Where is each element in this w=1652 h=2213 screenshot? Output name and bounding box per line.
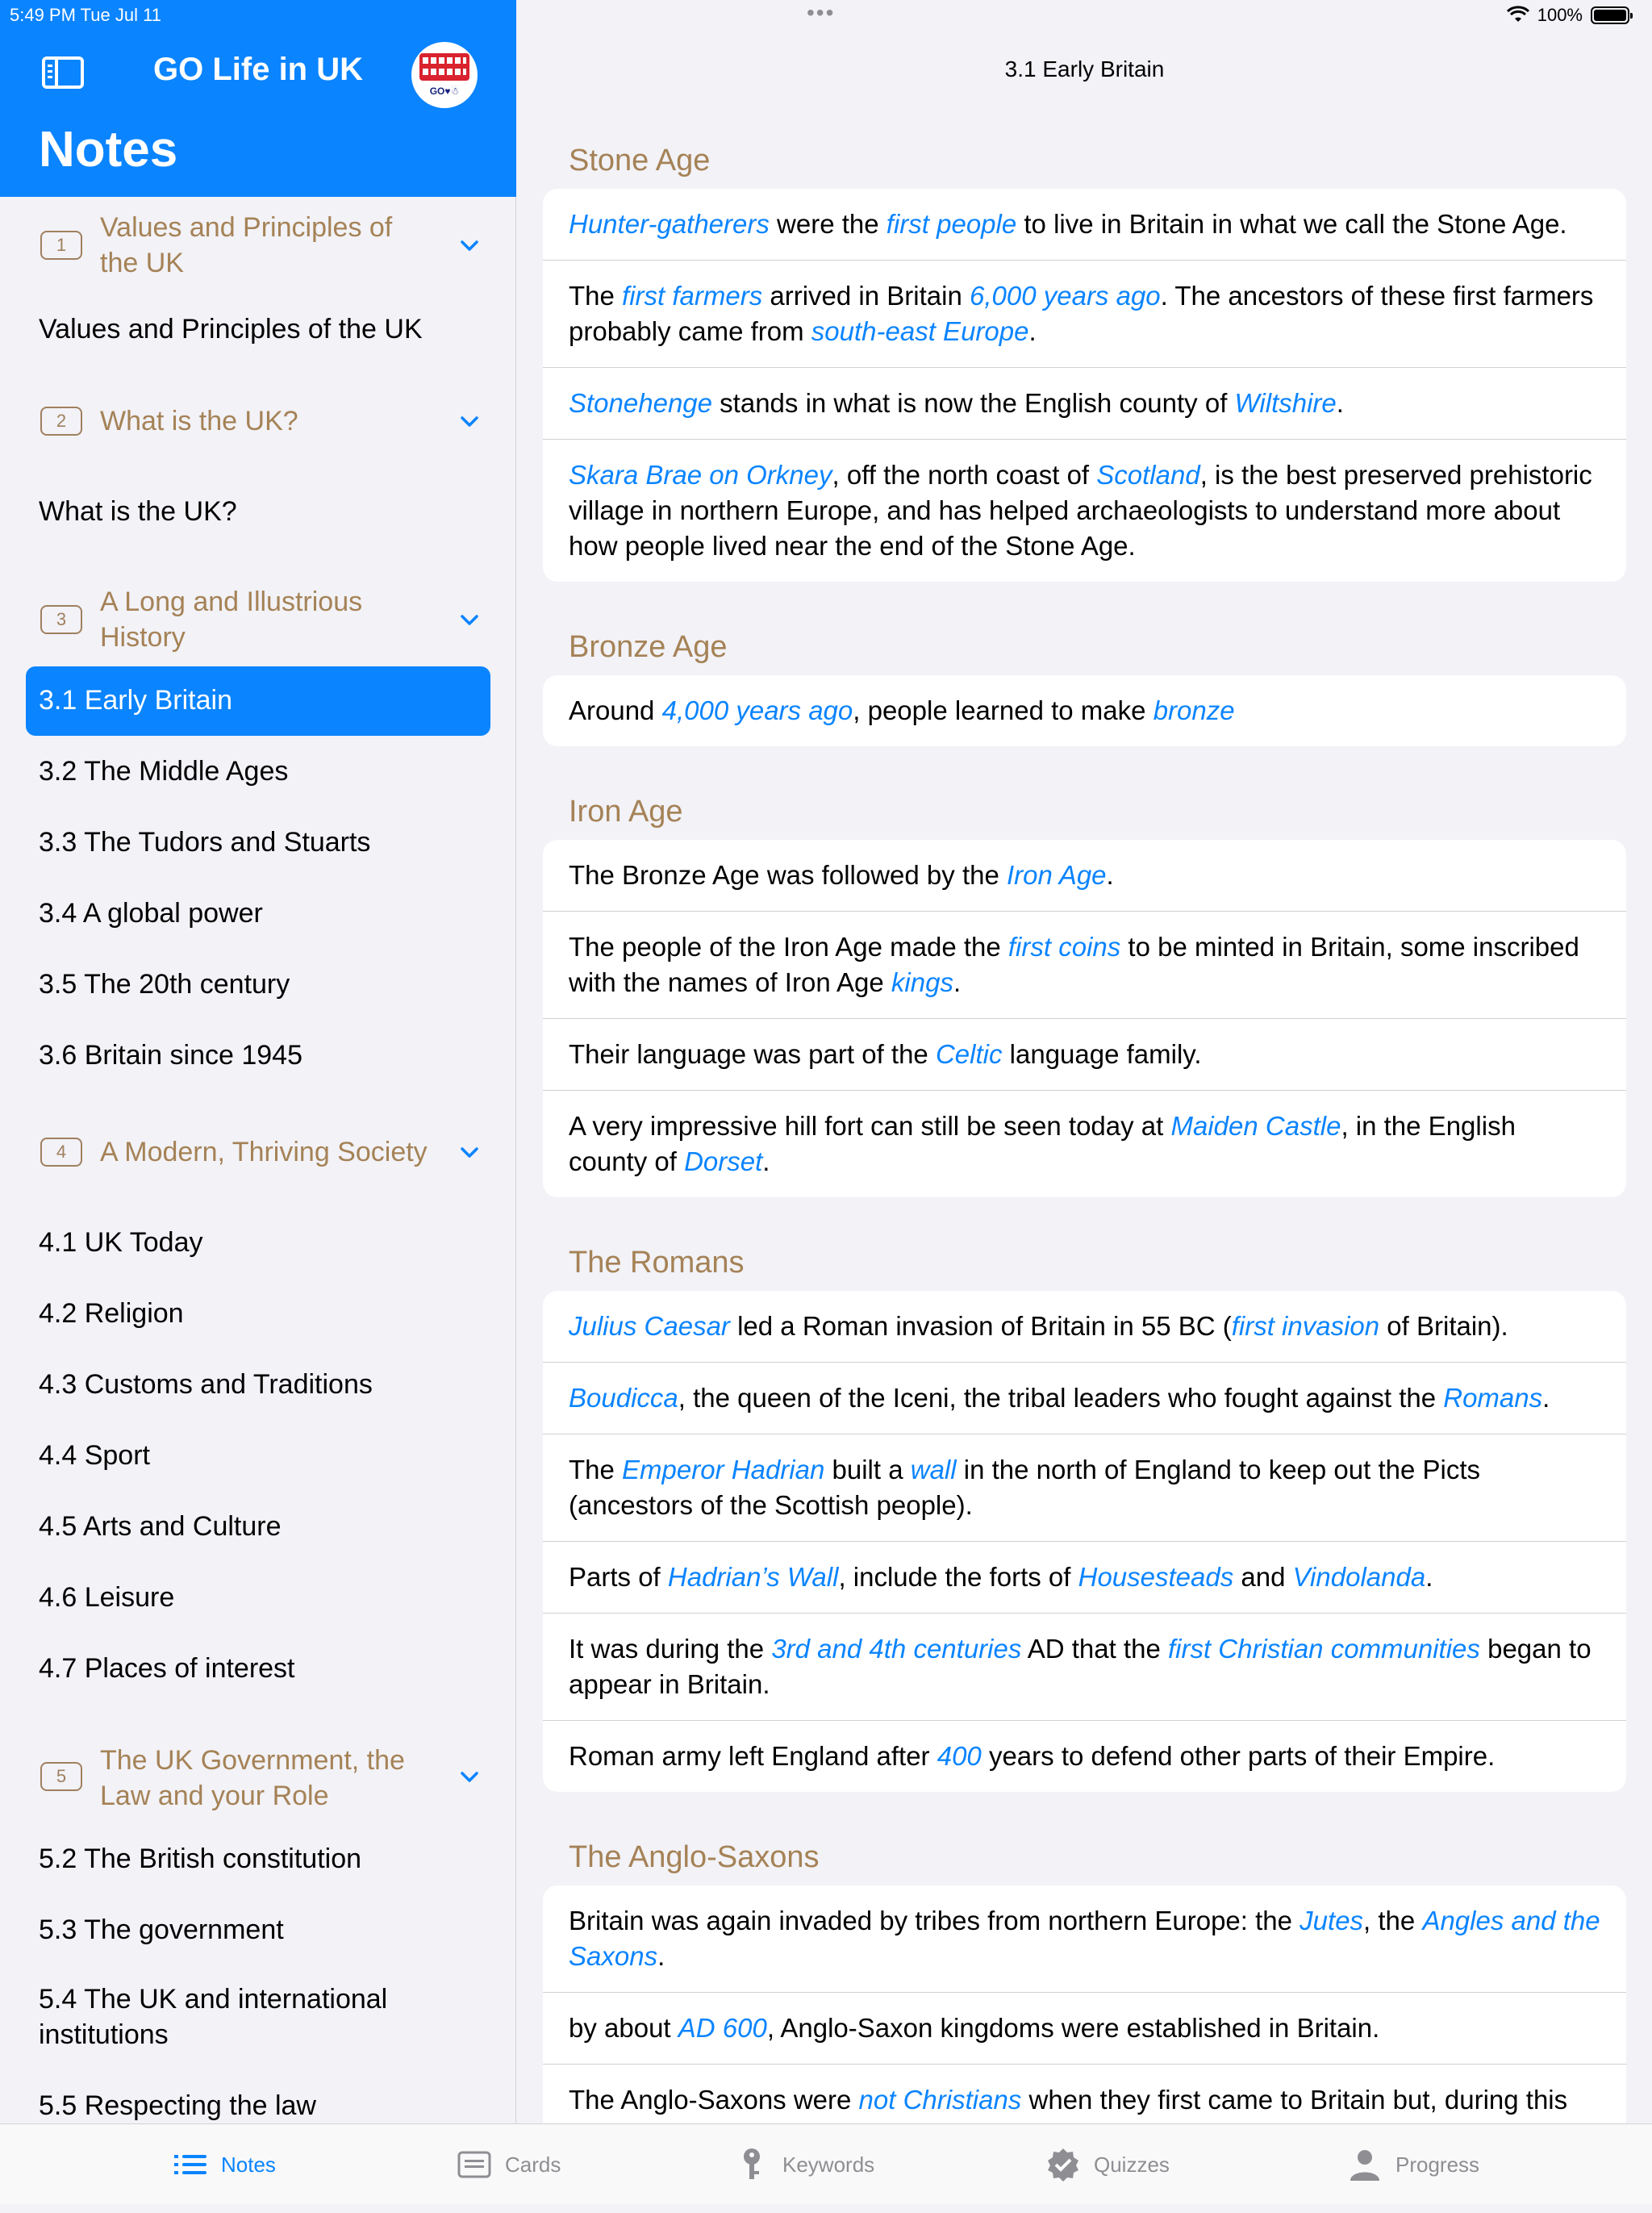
sidebar-item[interactable]: 5.2 The British constitution: [39, 1843, 362, 1874]
keyword-link[interactable]: Maiden Castle: [1170, 1111, 1341, 1141]
note-row[interactable]: [543, 840, 1626, 912]
note-text: .: [762, 1146, 770, 1176]
sidebar-item[interactable]: 4.1 UK Today: [39, 1227, 203, 1258]
keyword-link[interactable]: Vindolanda: [1292, 1562, 1426, 1592]
sidebar-item[interactable]: 4.6 Leisure: [39, 1582, 175, 1613]
note-text: language family.: [1002, 1039, 1202, 1069]
keyword-link[interactable]: Angles and the Saxons: [569, 1906, 1600, 1971]
keyword-link[interactable]: first farmers: [622, 281, 763, 311]
tab-bar: [0, 2123, 1652, 2204]
note-text: It was during the: [569, 1634, 772, 1664]
note-text: Around: [569, 695, 662, 725]
note-row[interactable]: [543, 675, 1626, 746]
note-text: when they first came to Britain but, during this: [1028, 2085, 1568, 2115]
note-text: began to appear in Britain.: [569, 1634, 1592, 1699]
sidebar-item[interactable]: 4.3 Customs and Traditions: [39, 1369, 373, 1400]
section-number: 2: [40, 407, 82, 436]
sidebar-item[interactable]: 3.2 The Middle Ages: [39, 756, 289, 787]
note-row[interactable]: [543, 1434, 1626, 1542]
wifi-icon: [1507, 7, 1529, 23]
note-text: Parts of: [569, 1562, 668, 1592]
keyword-link[interactable]: Housesteads: [1078, 1562, 1234, 1592]
note-text: .: [1425, 1562, 1433, 1592]
note-text: .: [1028, 316, 1037, 346]
section-number: 3: [40, 605, 82, 634]
chevron-down-icon[interactable]: [458, 1141, 481, 1163]
note-text: The: [569, 281, 623, 311]
sidebar-toggle-icon[interactable]: [42, 56, 84, 89]
note-text: .: [953, 967, 962, 997]
sidebar-item[interactable]: 4.7 Places of interest: [39, 1653, 295, 1684]
section-number: 5: [40, 1762, 82, 1791]
logo-text: GO♥☃: [429, 86, 460, 97]
note-text: Their language was part of the: [569, 1039, 936, 1069]
section-header-1[interactable]: [0, 197, 516, 294]
keyword-link[interactable]: 3rd and 4th centuries: [771, 1634, 1022, 1664]
list-icon: [173, 2147, 208, 2182]
section-group-title: The Romans: [569, 1246, 745, 1280]
note-text: , people learned to make: [853, 695, 1153, 725]
section-number: 1: [40, 231, 82, 260]
sidebar-item[interactable]: 5.4 The UK and international institutions: [39, 1984, 388, 2050]
keyword-link[interactable]: Skara Brae on Orkney: [569, 460, 832, 490]
notes-content: [543, 137, 1626, 2213]
chevron-down-icon[interactable]: [458, 1765, 481, 1788]
sidebar-item[interactable]: 5.5 Respecting the law: [39, 2090, 316, 2121]
note-text: of Britain).: [1379, 1311, 1508, 1341]
note-text: , the queen of the Iceni, the tribal leaders who fought against the: [678, 1383, 1444, 1413]
note-text: . The ancestors of these first farmers probably came from: [569, 281, 1594, 346]
key-icon: [734, 2147, 770, 2182]
note-text: to be minted in Britain, some inscribed with the names of Iron Age: [569, 932, 1579, 997]
status-indicators: [1507, 5, 1629, 26]
battery-percent: 100%: [1537, 5, 1583, 25]
person-icon: [1347, 2147, 1383, 2182]
app-logo: [411, 42, 478, 108]
sidebar-item[interactable]: 4.4 Sport: [39, 1440, 150, 1471]
keyword-link[interactable]: not Christians: [858, 2085, 1022, 2115]
section-group-title: Iron Age: [569, 795, 683, 829]
note-text: , the: [1363, 1906, 1423, 1935]
keyword-link[interactable]: Scotland: [1096, 460, 1200, 490]
keyword-link[interactable]: first people: [886, 209, 1017, 239]
status-time: 5:49 PM Tue Jul 11: [10, 5, 161, 25]
note-row[interactable]: [543, 1993, 1626, 2065]
keyword-link[interactable]: Jutes: [1299, 1906, 1364, 1935]
notes-card: [543, 675, 1626, 746]
note-text: .: [1336, 388, 1344, 418]
keyword-link[interactable]: wall: [910, 1455, 957, 1484]
keyword-link[interactable]: Boudicca: [569, 1383, 678, 1413]
tab-keywords[interactable]: [734, 2124, 874, 2205]
sidebar-item[interactable]: 3.3 The Tudors and Stuarts: [39, 827, 371, 858]
note-text: The people of the Iron Age made the: [569, 932, 1008, 962]
keyword-link[interactable]: first coins: [1007, 932, 1121, 962]
sidebar-item[interactable]: 4.5 Arts and Culture: [39, 1511, 282, 1542]
note-text: The: [569, 1455, 623, 1484]
note-row[interactable]: [543, 1885, 1626, 1993]
keyword-link[interactable]: Hadrian’s Wall: [667, 1562, 839, 1592]
tab-label: Progress: [1395, 2152, 1480, 2177]
section-header-4[interactable]: [0, 1091, 516, 1207]
tab-cards[interactable]: [457, 2124, 561, 2205]
note-row[interactable]: [543, 1363, 1626, 1434]
keyword-link[interactable]: Dorset: [684, 1146, 763, 1176]
section-header-3[interactable]: [0, 547, 516, 665]
sidebar-item[interactable]: 3.4 A global power: [39, 898, 263, 929]
note-text: The Bronze Age was followed by the: [569, 860, 1007, 890]
tab-label: Keywords: [782, 2152, 875, 2177]
checkmark-seal-icon: [1045, 2147, 1081, 2182]
note-text: in the north of England to keep out the Picts (ancestors of the Scottish people).: [569, 1455, 1481, 1520]
note-text: arrived in Britain: [762, 281, 970, 311]
tab-quizzes[interactable]: [1045, 2124, 1170, 2205]
note-row[interactable]: [543, 261, 1626, 368]
bus-icon: [419, 53, 469, 81]
keyword-link[interactable]: Iron Age: [1007, 860, 1107, 890]
note-text: , off the north coast of: [832, 460, 1097, 490]
note-text: led a Roman invasion of Britain in 55 BC (: [729, 1311, 1232, 1341]
keyword-link[interactable]: Stonehenge: [569, 388, 713, 418]
nav-title: 3.1 Early Britain: [1004, 56, 1165, 81]
tab-label: Quizzes: [1094, 2152, 1170, 2177]
note-text: A very impressive hill fort can still be seen today at: [569, 1111, 1171, 1141]
note-text: and: [1233, 1562, 1293, 1592]
keyword-link[interactable]: south-east Europe: [811, 316, 1029, 346]
sidebar-list: [0, 197, 516, 2141]
section-title: A Long and Illustrious History: [100, 587, 363, 653]
note-row[interactable]: [543, 1614, 1626, 1721]
sidebar-item-selected[interactable]: 3.1 Early Britain: [0, 665, 516, 736]
keyword-link[interactable]: Romans: [1443, 1383, 1543, 1413]
chevron-down-icon[interactable]: [458, 234, 481, 257]
keyword-link[interactable]: kings: [891, 967, 953, 997]
sidebar-item[interactable]: 4.2 Religion: [39, 1298, 184, 1329]
sidebar: [0, 0, 516, 2123]
note-text: The Anglo-Saxons were: [569, 2085, 859, 2115]
section-group-title: Stone Age: [569, 144, 711, 177]
notes-card: [543, 189, 1626, 582]
section-header-2[interactable]: [0, 365, 516, 476]
note-text: , include the forts of: [838, 1562, 1078, 1592]
note-row[interactable]: [543, 1019, 1626, 1091]
keyword-link[interactable]: 6,000 years ago: [969, 281, 1161, 311]
keyword-link[interactable]: AD 600: [678, 2013, 767, 2043]
keyword-link[interactable]: 4,000 years ago: [661, 695, 853, 725]
section-title: What is the UK?: [100, 406, 298, 436]
main-content[interactable]: [517, 0, 1652, 2123]
keyword-link[interactable]: first invasion: [1231, 1311, 1380, 1341]
note-text: AD that the: [1021, 1634, 1168, 1664]
keyword-link[interactable]: bronze: [1153, 695, 1235, 725]
chevron-down-icon[interactable]: [458, 608, 481, 631]
section-title: A Modern, Thriving Society: [100, 1137, 428, 1167]
keyword-link[interactable]: 400: [937, 1741, 982, 1771]
note-text: Roman army left England after: [569, 1741, 937, 1771]
keyword-link[interactable]: Hunter-gatherers: [569, 209, 770, 239]
keyword-link[interactable]: first Christian communities: [1167, 1634, 1480, 1664]
note-row[interactable]: [543, 440, 1626, 582]
note-text: to live in Britain in what we call the Stone Age.: [1016, 209, 1567, 239]
tab-label: Cards: [505, 2152, 561, 2177]
notes-card: [543, 840, 1626, 1197]
note-row[interactable]: [543, 1091, 1626, 1197]
note-row[interactable]: [543, 912, 1626, 1019]
note-text: .: [1106, 860, 1114, 890]
note-text: Britain was again invaded by tribes from northern Europe: the: [569, 1906, 1300, 1935]
note-row[interactable]: [543, 1721, 1626, 1792]
note-text: , in the English county of: [569, 1111, 1516, 1176]
tab-progress[interactable]: [1347, 2124, 1479, 2205]
chevron-down-icon[interactable]: [458, 410, 481, 432]
sidebar-item[interactable]: 5.3 The government: [39, 1914, 284, 1945]
section-group-title: The Anglo-Saxons: [569, 1840, 820, 1874]
app-title: GO Life in UK: [153, 52, 363, 87]
section-title: Values and Principles of the UK: [100, 212, 393, 278]
keyword-link[interactable]: Wiltshire: [1234, 388, 1337, 418]
note-row[interactable]: [543, 189, 1626, 261]
sidebar-item[interactable]: 3.6 Britain since 1945: [39, 1040, 302, 1071]
note-text: by about: [569, 2013, 678, 2043]
keyword-link[interactable]: Emperor Hadrian: [622, 1455, 825, 1484]
note-text: , is the best preserved prehistoric village in northern Europe, and has helped archaeologists to understand more about how people lived near the end of the Stone Age.: [569, 460, 1592, 561]
status-bar: [0, 0, 1652, 32]
battery-icon: [1591, 6, 1629, 24]
section-number: 4: [40, 1138, 82, 1167]
keyword-link[interactable]: Julius Caesar: [569, 1311, 730, 1341]
sidebar-item[interactable]: Values and Principles of the UK: [39, 314, 423, 344]
multitasking-dots[interactable]: •••: [807, 0, 836, 25]
page-title: Notes: [39, 122, 178, 177]
note-text: stands in what is now the English county of: [712, 388, 1235, 418]
note-row[interactable]: [543, 368, 1626, 440]
tab-label: Notes: [221, 2152, 276, 2177]
note-text: .: [1542, 1383, 1550, 1413]
sidebar-item[interactable]: What is the UK?: [39, 496, 237, 527]
note-text: built a: [824, 1455, 911, 1484]
note-row[interactable]: [543, 1542, 1626, 1614]
keyword-link[interactable]: Celtic: [935, 1039, 1003, 1069]
note-text: were the: [769, 209, 886, 239]
note-text: , Anglo-Saxon kingdoms were established in Britain.: [766, 2013, 1380, 2043]
section-title: The UK Government, the Law and your Role: [100, 1745, 405, 1811]
note-text: .: [657, 1941, 665, 1971]
tab-notes[interactable]: [173, 2124, 276, 2205]
section-group-title: Bronze Age: [569, 630, 728, 664]
cards-icon: [457, 2147, 492, 2182]
section-header-5[interactable]: [0, 1704, 516, 1823]
note-text: years to defend other parts of their Empire.: [981, 1741, 1496, 1771]
notes-card: [543, 1291, 1626, 1792]
sidebar-item[interactable]: 3.5 The 20th century: [39, 969, 290, 1000]
note-row[interactable]: [543, 1291, 1626, 1363]
